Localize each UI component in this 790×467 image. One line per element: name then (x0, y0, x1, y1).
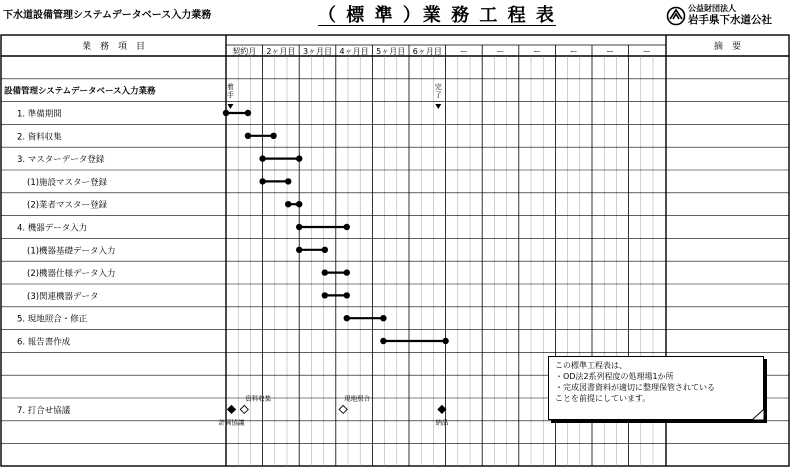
gantt-bar-end (285, 178, 291, 184)
task-label: 4. 機器データ入力 (17, 223, 88, 234)
meeting-label: 現地照合 (344, 394, 371, 403)
month-header-label: ー (533, 47, 542, 56)
month-header-label: ー (496, 47, 505, 56)
task-label: 5. 現地照合・修正 (17, 314, 88, 325)
meeting-label: 計画協議 (218, 418, 245, 427)
task-label: (1)施設マスター登録 (27, 177, 108, 188)
gantt-bar-end (245, 110, 251, 116)
task-label: (2)業者マスター登録 (27, 200, 108, 211)
gantt-bar-start (223, 110, 229, 116)
gantt-bar-start (380, 338, 386, 344)
gantt-bar-start (296, 224, 302, 230)
gantt-bar-end (344, 224, 350, 230)
meeting-marker-filled (227, 405, 235, 413)
note-line: この標準工程表は、 (555, 361, 627, 370)
month-header-label: 2ヶ月目 (266, 47, 296, 56)
task-label: 7. 打合せ協議 (17, 405, 71, 416)
meeting-label: 納品 (435, 418, 449, 427)
note-line: ことを前提にしています。 (555, 394, 651, 403)
meeting-marker-open (339, 405, 347, 413)
gantt-bar-start (322, 292, 328, 298)
meeting-marker-filled (438, 405, 446, 413)
meeting-marker-open (240, 405, 248, 413)
task-label: (1)機器基礎データ入力 (27, 246, 116, 257)
month-header-label: 契約月 (232, 47, 257, 56)
gantt-bar-start (259, 155, 265, 161)
gantt-bar-start (285, 201, 291, 207)
gantt-bar-end (270, 133, 276, 139)
gantt-bar-end (344, 292, 350, 298)
month-header-label: ー (569, 47, 578, 56)
month-header-label: ー (606, 47, 615, 56)
gantt-bar-start (296, 247, 302, 253)
organization-type: 公益財団法人 (688, 4, 736, 13)
month-header-label: 4ヶ月目 (339, 47, 369, 56)
organization-name: 岩手県下水道公社 (688, 14, 772, 26)
note-line: ・完成図書資料が適切に整理保管されている (555, 383, 715, 392)
note-fold-corner (752, 409, 766, 421)
month-header-label: 6ヶ月目 (412, 47, 442, 56)
gantt-bar-end (380, 315, 386, 321)
end-milestone-marker (435, 104, 441, 109)
gantt-bar-start (344, 315, 350, 321)
note-box (548, 356, 764, 420)
start-milestone-label: 着 (226, 83, 234, 91)
task-label: 3. マスターデータ登録 (17, 155, 105, 166)
gantt-bar-end (296, 155, 302, 161)
gantt-bar-end (322, 247, 328, 253)
gantt-bar-start (322, 269, 328, 275)
start-milestone-marker (227, 104, 233, 109)
meeting-label: 資料収集 (245, 394, 272, 403)
end-milestone-label: 完 (434, 83, 442, 91)
month-header-label: ー (459, 47, 468, 56)
task-label: 2. 資料収集 (17, 132, 62, 143)
task-label: (2)機器仕様データ入力 (27, 269, 116, 280)
month-header-label: ー (642, 47, 651, 56)
gantt-bar-start (259, 178, 265, 184)
task-label: (3)関連機器データ (27, 291, 99, 302)
note-line: ・OD法2系列程度の処理場1か所 (555, 372, 674, 381)
remarks-column-header: 摘 要 (713, 42, 742, 52)
gantt-bar-end (344, 269, 350, 275)
project-name: 下水道設備管理システムデータベース入力業務 (3, 10, 212, 21)
end-milestone-label: 了 (434, 91, 442, 99)
gantt-bar-start (245, 133, 251, 139)
task-label: 6. 報告書作成 (17, 337, 71, 348)
gantt-bar-end (296, 201, 302, 207)
gantt-bar-end (442, 338, 448, 344)
project-row-label: 設備管理システムデータベース入力業務 (4, 86, 156, 97)
start-milestone-label: 手 (226, 91, 234, 99)
task-column-header: 業 務 項 目 (81, 42, 146, 52)
task-label: 1. 準備期間 (17, 109, 62, 120)
month-header-label: 5ヶ月目 (376, 47, 406, 56)
month-header-label: 3ヶ月目 (302, 47, 333, 56)
page-title: （ 標 準 ）業 務 工 程 表 (318, 5, 556, 26)
